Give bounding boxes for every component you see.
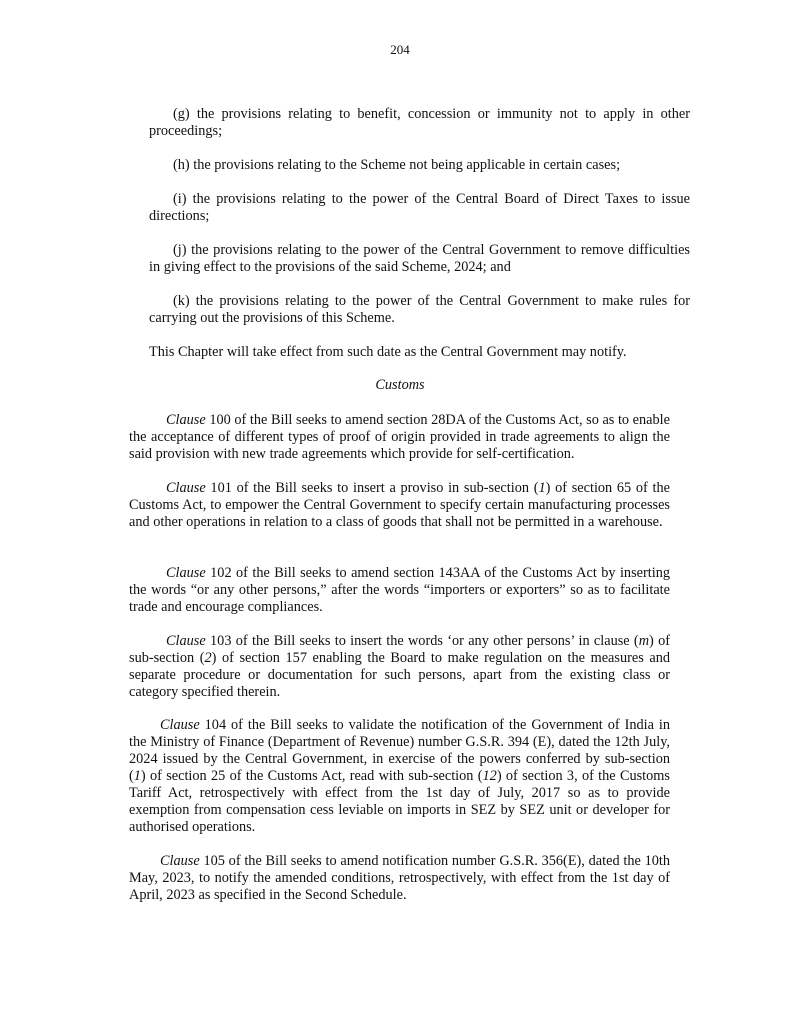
clause-text: ) of sub-section ( (129, 633, 670, 666)
list-item-h: (h) the provisions relating to the Scheme not being applicable in certain cases; (173, 157, 621, 173)
clause-text: ) of section 25 of the Customs Act, read with sub-section ( (140, 768, 483, 784)
clause-100-paragraph (129, 412, 670, 463)
clause-ref: m (638, 633, 650, 649)
list-item-g: (g) the provisions relating to benefit, concession or immunity not to apply in other proceedings; (149, 106, 690, 139)
subsection-ref: 2 (204, 650, 212, 666)
clause-text: ) of section 3, of the Customs Tariff Act, retrospectively with effect from the 1st day of July, 2017 so as to provide exemption from compensation cess leviable on imports in SEZ by SEZ unit or developer for authorised operations. (129, 768, 670, 835)
clause-label: Clause (166, 565, 206, 581)
list-item-i: (i) the provisions relating to the power of the Central Board of Direct Taxes to issue directions; (149, 191, 690, 224)
clause-105-paragraph (129, 853, 670, 904)
clause-text: ) of section 65 of the Customs Act, to empower the Central Government to specify certain manufacturing processes and other operations in relation to a class of goods that shall not be permitted in a warehouse. (129, 480, 670, 530)
clause-label: Clause (166, 633, 206, 649)
clause-103-paragraph (129, 633, 670, 701)
chapter-note: This Chapter will take effect from such date as the Central Government may notify. (149, 344, 627, 360)
clause-101-paragraph (129, 480, 670, 531)
clause-text: ) of section 157 enabling the Board to make regulation on the measures and separate procedure or documentation for such persons, apart from the existing class or category specified therein. (129, 650, 671, 700)
clause-label: Clause (166, 480, 206, 496)
clause-text: 102 of the Bill seeks to amend section 143AA of the Customs Act by inserting the words “or any other persons,” after the words “importers or exporters” so as to facilitate trade and encourage compliances. (129, 565, 670, 615)
clause-text: 103 of the Bill seeks to insert the words ‘or any other persons’ in clause ( (205, 633, 639, 649)
section-heading: Customs (375, 377, 425, 393)
clause-label: Clause (166, 412, 206, 428)
subsection-ref: 12 (482, 768, 497, 784)
page-number: 204 (390, 42, 410, 57)
subsection-ref: 1 (538, 480, 546, 496)
clause-label: Clause (160, 853, 200, 869)
subsection-ref: 1 (133, 768, 141, 784)
clause-label: Clause (160, 717, 200, 733)
clause-text: 104 of the Bill seeks to validate the notification of the Government of India in the Ministry of Finance (Department of Revenue) number G.S.R. 394 (E), dated the 12th July, 2024 issued by the Central Government, in exercise of the powers conferred by sub-section ( (129, 717, 670, 784)
list-item-k: (k) the provisions relating to the power of the Central Government to make rules for carrying out the provisions of this Scheme. (149, 293, 690, 326)
clause-text: 100 of the Bill seeks to amend section 28DA of the Customs Act, so as to enable the acceptance of different types of proof of origin provided in trade agreements to align the said provision with new trade agreements which provide for self-certification. (129, 412, 670, 462)
clause-102-paragraph (129, 565, 670, 616)
clause-text: 105 of the Bill seeks to amend notification number G.S.R. 356(E), dated the 10th May, 2023, to notify the amended conditions, retrospectively, with effect from the 1st day of April, 2023 as specified in the Second Schedule. (129, 853, 670, 903)
list-item-j: (j) the provisions relating to the power of the Central Government to remove difficulties in giving effect to the provisions of the said Scheme, 2024; and (149, 242, 690, 275)
clause-104-paragraph (129, 717, 670, 836)
clause-text: 101 of the Bill seeks to insert a proviso in sub-section ( (205, 480, 539, 496)
